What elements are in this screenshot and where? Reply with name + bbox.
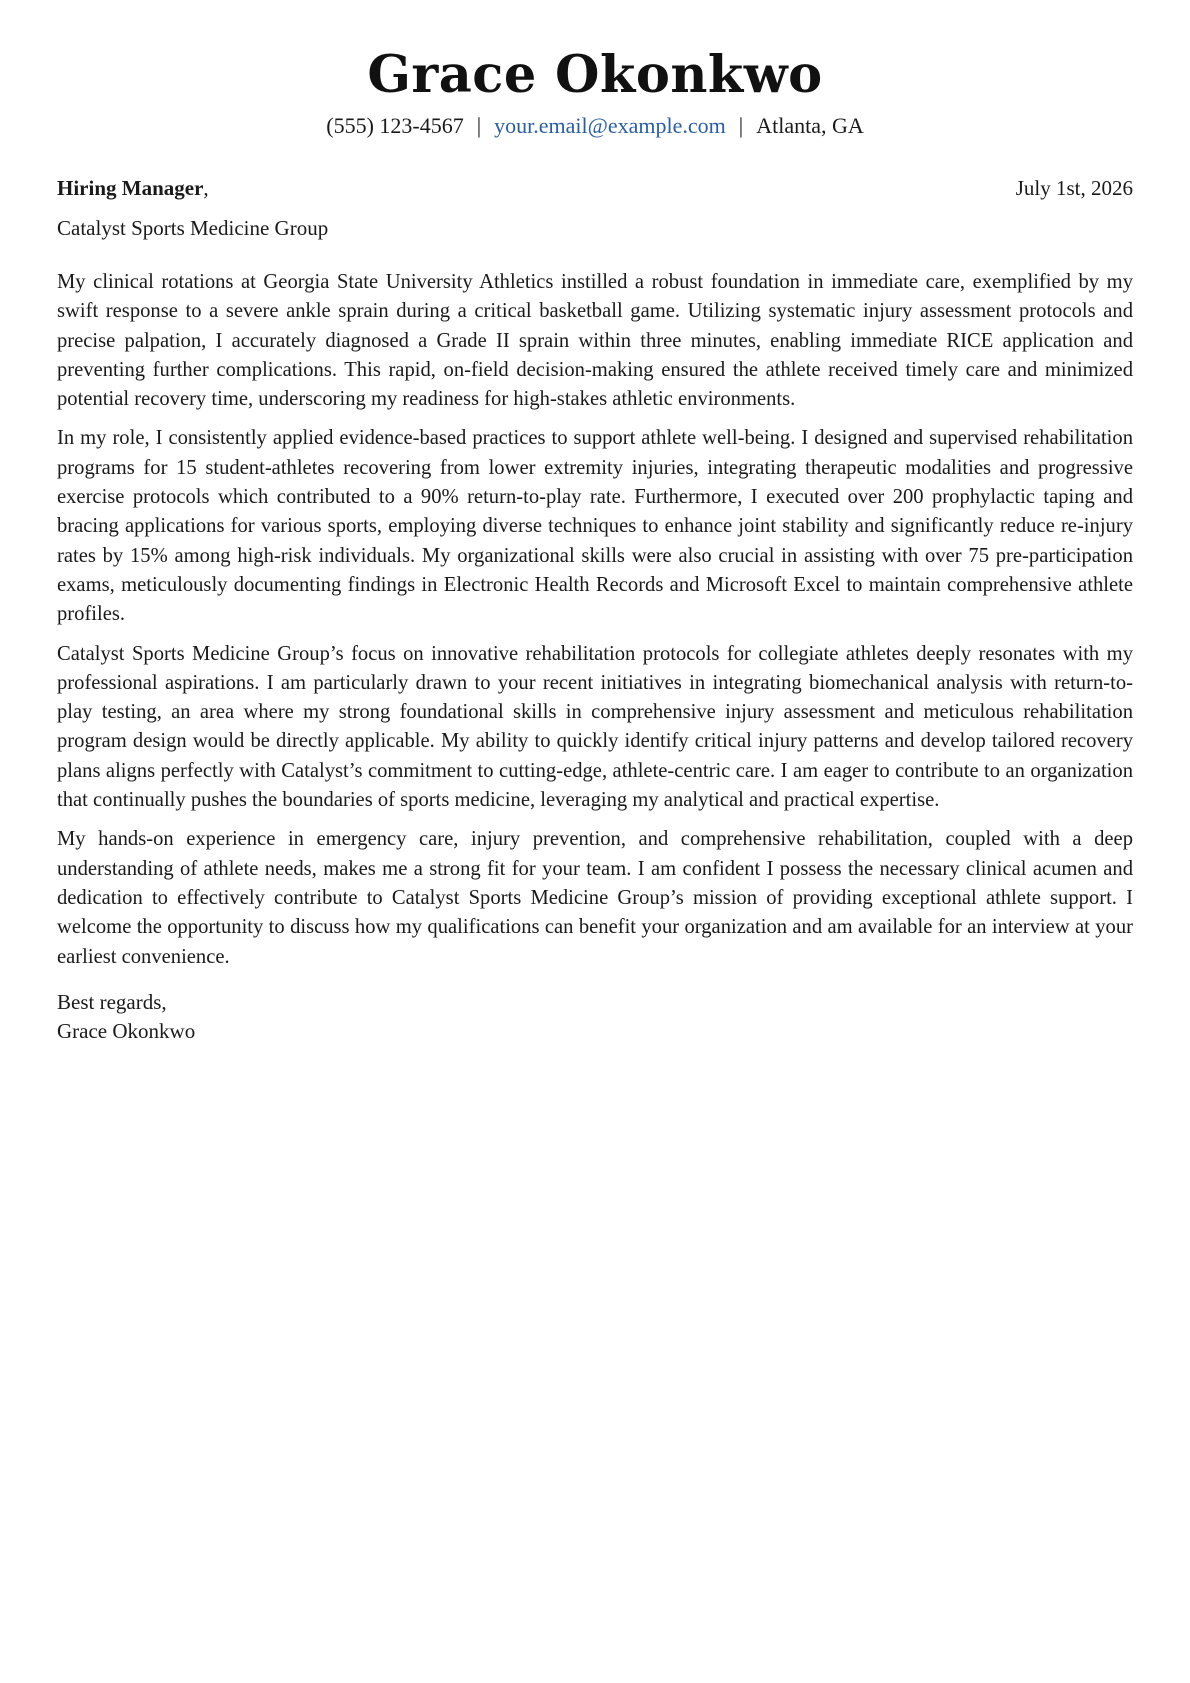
location: Atlanta, GA: [756, 113, 864, 138]
letter-body: [57, 268, 1133, 972]
applicant-name: Grace Okonkwo: [367, 45, 823, 105]
sign-off: Best regards,: [57, 989, 167, 1014]
company-name: Catalyst Sports Medicine Group: [57, 216, 329, 240]
phone-number: (555) 123-4567: [326, 113, 464, 138]
salutation-row: [57, 174, 1133, 202]
contact-separator: |: [476, 113, 482, 138]
recipient-line: [57, 174, 209, 202]
contact-line: [57, 112, 1133, 140]
body-paragraph: Catalyst Sports Medicine Group’s focus on innovative rehabilitation protocols for collegiate athletes deeply resonates with my professional aspirations. I am particularly drawn to your recent initiatives in integrating biomechanical analysis with return-to-play testing, an area where my strong foundational skills in comprehensive injury assessment and meticulous rehabilitation program design would be directly applicable. My ability to quickly identify critical injury patterns and develop tailored recovery plans aligns perfectly with Catalyst’s commitment to cutting-edge, athlete-centric care. I am eager to contribute to an organization that continually pushes the boundaries of sports medicine, leveraging my analytical and practical expertise.: [57, 642, 1133, 812]
email-link[interactable]: your.email@example.com: [494, 113, 726, 138]
signature-name: Grace Okonkwo: [57, 1018, 196, 1043]
recipient-suffix: ,: [203, 176, 209, 200]
body-paragraph: In my role, I consistently applied evidence-based practices to support athlete well-being. I designed and supervised rehabilitation programs for 15 student-athletes recovering from lower extremity injuries, integrating therapeutic modalities and progressive exercise protocols which contributed to a 90% return-to-play rate. Furthermore, I executed over 200 prophylactic taping and bracing applications for various sports, employing diverse techniques to enhance joint stability and significantly reduce re-injury rates by 15% among high-risk individuals. My organizational skills were also crucial in assisting with over 75 pre-participation exams, meticulously documenting findings in Electronic Health Records and Microsoft Excel to maintain comprehensive athlete profiles.: [57, 427, 1133, 626]
body-paragraph: My hands-on experience in emergency care, injury prevention, and comprehensive rehabilitation, coupled with a deep understanding of athlete needs, makes me a strong fit for your team. I am confident I possess the necessary clinical acumen and dedication to effectively contribute to Catalyst Sports Medicine Group’s mission of providing exceptional athlete support. I welcome the opportunity to discuss how my qualifications can benefit your organization and am available for an interview at your earliest convenience.: [57, 828, 1133, 968]
body-paragraph: My clinical rotations at Georgia State University Athletics instilled a robust foundation in immediate care, exemplified by my swift response to a severe ankle sprain during a critical basketball game. Utilizing systematic injury assessment protocols and precise palpation, I accurately diagnosed a Grade II sprain within three minutes, enabling immediate RICE application and preventing further complications. This rapid, on-field decision-making ensured the athlete received timely care and minimized potential recovery time, underscoring my readiness for high-stakes athletic environments.: [57, 271, 1133, 411]
closing-block: [57, 988, 1133, 1046]
recipient-name: Hiring Manager: [57, 176, 204, 200]
contact-separator: |: [738, 113, 744, 138]
letter-date: July 1st, 2026: [1015, 176, 1133, 200]
